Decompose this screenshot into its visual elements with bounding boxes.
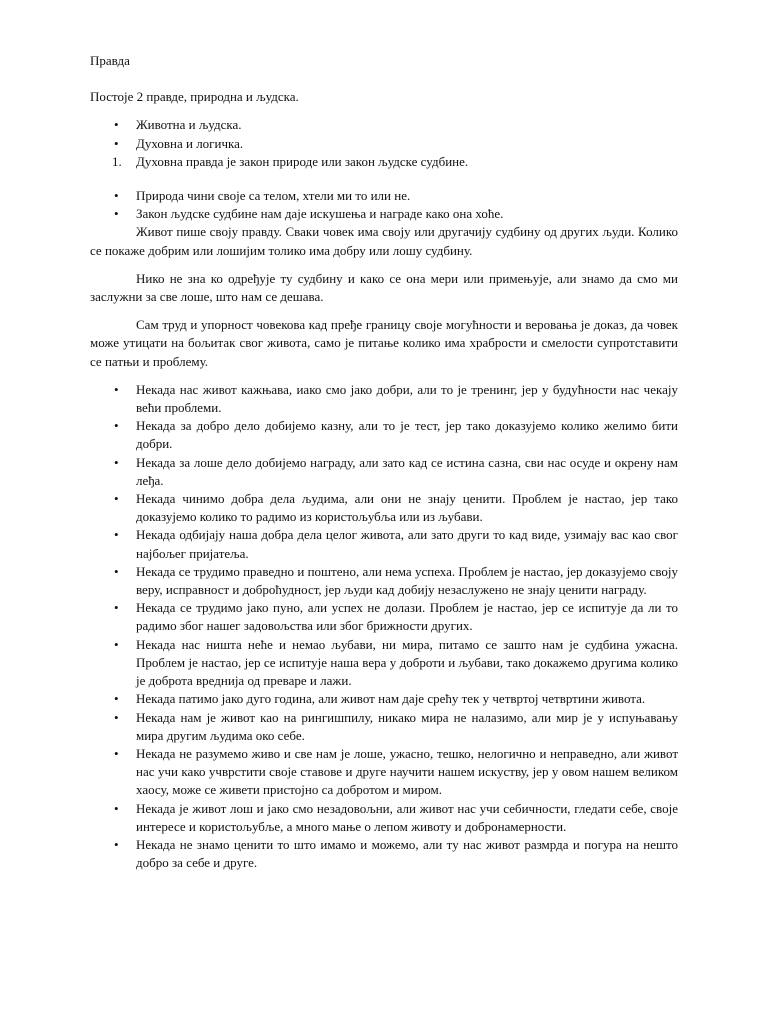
list-item: • Животна и људска. (90, 116, 678, 134)
list-item: • Некада чинимо добра дела људима, али они не знају ценити. Проблем је настао, јер тако доказујемо колико то радимо из користољубља или из љубави. (114, 491, 678, 525)
list-item: • Некада се трудимо јако пуно, али успех не долази. Проблем је настао, јер се испитује да ли то радимо због нашег задовољства или због брижности других. (114, 600, 678, 634)
intro-line: Постоје 2 правде, природна и људска. (90, 89, 299, 105)
paragraph: Сам труд и упорност човекова кад пређе границу своје могућности и веровања је доказ, да човек може утицати на бољитак свог живота, само је питање колико има храбрости и смелости супротставити се патњи и проблему. (90, 317, 678, 369)
list-item: • Некада одбијају наша добра дела целог живота, али зато други то кад виде, узимају вас као свог најбољег пријатеља. (114, 527, 678, 561)
document-page (90, 52, 678, 872)
bullet-icon: • (114, 117, 119, 133)
bullet-icon: • (114, 836, 119, 852)
bullet-icon: • (114, 418, 119, 434)
bullet-icon: • (114, 800, 119, 816)
list-item: • Некада за лоше дело добијемо награду, али зато кад се истина сазна, сви нас осуде и окрену нам леђа. (114, 454, 678, 488)
bullet-icon: • (114, 135, 119, 151)
bullet-list-laws (90, 187, 678, 223)
numbered-list (90, 153, 678, 171)
list-item: • Некада патимо јако дуго година, али живот нам даје срећу тек у четвртој четвртини живота. (90, 690, 678, 708)
numbered-item: 1. Духовна правда је закон природе или закон људске судбине. (90, 153, 678, 171)
list-item: • Некада нас живот кажњава, иако смо јако добри, али то је тренинг, јер у будућности нас чекају већи проблеми. (114, 381, 678, 416)
paragraph: Живот пише своју правду. Сваки човек има своју или другачију судбину од других људи. Колико се покаже добрим или лошијим толико има добру или лошу судбину. (90, 224, 678, 258)
document-title: Правда (90, 53, 130, 68)
bullet-icon: • (114, 491, 119, 507)
list-item: • Некада је живот лош и јако смо незадовољни, али живот нас учи себичности, гледати себе, своје интересе и користољубље, а много мање о лепом животу и добронамерности. (114, 800, 678, 834)
list-item: • Духовна и логичка. (90, 135, 678, 153)
list-item: • Некада нам је живот као на рингишпилу, никако мира не налазимо, али мир је у испуњавању мира другим људима око себе. (114, 709, 678, 743)
list-item: • Некада се трудимо праведно и поштено, али нема успеха. Проблем је настао, јер доказујемо своју веру, исправност и доброћудност, јер људи кад добију незаслужено не знају ценити награду. (114, 563, 678, 598)
bullet-icon: • (114, 636, 119, 652)
bullet-icon: • (114, 600, 119, 616)
bullet-icon: • (114, 454, 119, 470)
bullet-icon: • (114, 709, 119, 725)
list-item: • Некада не разумемо живо и све нам је лоше, ужасно, тешко, нелогично и неправедно, али живот нас учи како учврстити своје ставове и друге научити нашем искуству, јер у овом нашем великом хаосу, може се живети пристојно са добротом и миром. (114, 745, 678, 798)
bullet-icon: • (114, 745, 119, 761)
list-item: • Закон људске судбине нам даје искушења и награде како она хоће. (90, 205, 678, 223)
bullet-icon: • (114, 527, 119, 543)
bullet-icon: • (114, 381, 119, 397)
list-item: • Некада за добро дело добијемо казну, али то је тест, јер тако доказујемо колико желимо бити добри. (114, 418, 678, 452)
bullet-icon: • (114, 691, 119, 707)
list-item: • Природа чини своје са телом, хтели ми то или не. (90, 187, 678, 205)
list-item: • Некада не знамо ценити то што имамо и можемо, али ту нас живот размрда и погура на нешто добро за себе и друге. (114, 836, 678, 871)
paragraph: Нико не зна ко одређује ту судбину и како се она мери или примењује, али знамо да смо ми заслужни за све лоше, што нам се дешава. (90, 270, 678, 305)
bullet-list-examples (90, 381, 678, 872)
item-number: 1. (112, 153, 122, 169)
bullet-icon: • (114, 563, 119, 579)
bullet-icon: • (114, 188, 119, 204)
bullet-icon: • (114, 206, 119, 222)
bullet-list-types (90, 116, 678, 152)
list-item: • Некада нас ништа неће и немао љубави, ни мира, питамо се зашто нам је судбина ужасна. Проблем је настао, јер се испитује наша вера у доброти и љубави, тако докажемо другима колико је доброта вреднија од преваре и лажи. (114, 636, 678, 689)
